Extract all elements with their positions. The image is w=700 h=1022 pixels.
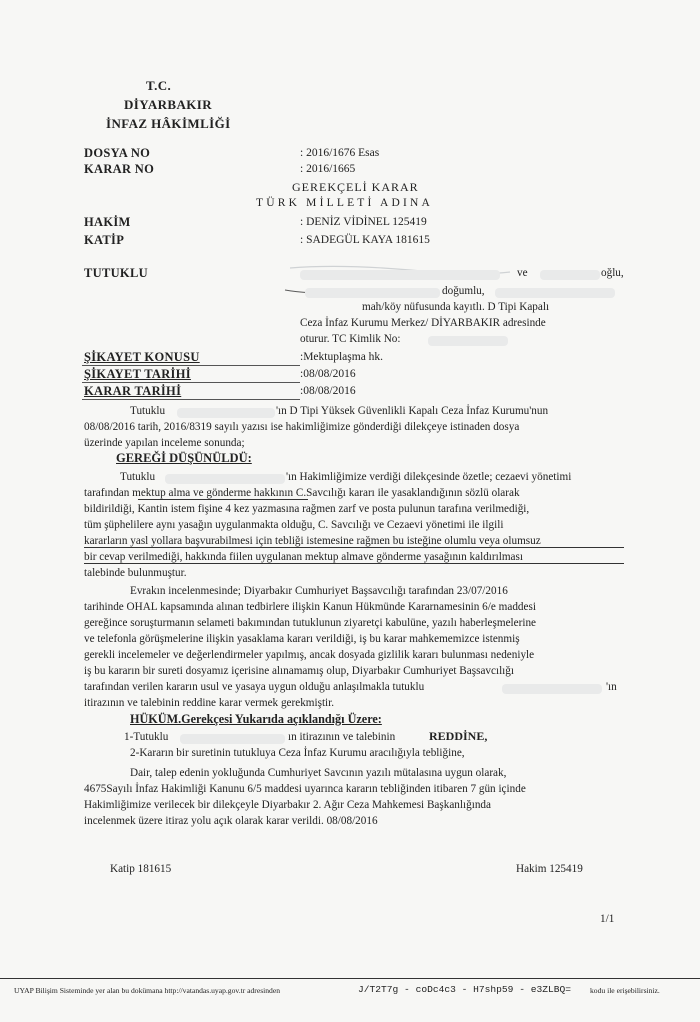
hukum-p-line1: Dair, talep edenin yokluğunda Cumhuriyet Savcının yazılı mütalasına uygun olarak,	[130, 767, 507, 779]
document-subtitle: TÜRK MİLLETİ ADINA	[256, 197, 434, 209]
hukum-p-line4: incelenmek üzere itiraz yolu açık olarak karar verildi. 08/08/2016	[84, 815, 378, 827]
redacted-name	[165, 474, 285, 484]
p2-line2: tarihinde OHAL kapsamında alınan tedbirlere ilişkin Kanun Hükmünde Kararnamesinin 6/e maddesi	[84, 601, 536, 613]
hukum-item1b: ın itirazının ve talebinin	[288, 731, 396, 743]
katip-label: KATİP	[84, 233, 125, 247]
p1-line6: bir cevap verilmediği, hakkında fiilen uygulanan mektup almave gönderme yasağının kaldırılması	[84, 551, 523, 563]
hukum-p-line3: Hakimliğimize verilecek bir dilekçeyle Diyarbakır 2. Ağır Ceza Mahkemesi Başkanlığında	[84, 799, 491, 811]
p2-line7b: 'ın	[606, 681, 617, 693]
tutuklu-ve: ve	[517, 267, 528, 279]
divider	[82, 365, 300, 366]
hakim-label: HAKİM	[84, 215, 131, 229]
p1-line5: kararların yasl yollara başvurabilmesi için tebliği istemesine rağmen bu isteğine olumlu veya olumsuz	[84, 535, 541, 547]
intro-line1a: Tutuklu	[130, 405, 166, 417]
intro-line3: üzerinde yapılan inceleme sonunda;	[84, 437, 245, 449]
katip-value: : SADEGÜL KAYA 181615	[300, 234, 430, 246]
handwritten-underline	[84, 563, 624, 564]
footer-code: J/T2T7g - coDc4c3 - H7shp59 - e3ZLBQ=	[358, 984, 572, 995]
p1-line1a: Tutuklu	[120, 471, 156, 483]
dosya-no-value: : 2016/1676 Esas	[300, 147, 380, 159]
hakim-signature: Hakim 125419	[516, 863, 583, 875]
header-court: İNFAZ HÂKİMLİĞİ	[106, 116, 231, 131]
page-number: 1/1	[600, 913, 615, 925]
dosya-no-label: DOSYA NO	[84, 146, 151, 160]
p1-line1b: 'ın Hakimliğimize verdiği dilekçesinde özetle; cezaevi yönetimi	[286, 471, 572, 483]
header-tc: T.C.	[146, 78, 172, 93]
sikayet-tarihi-label: ŞİKAYET TARİHİ	[84, 367, 191, 381]
p1-line4: tüm şüphelilere aynı yasağın uygulanmakta olduğu, C. Savcılığı ve Cezaevi yönetimi ile ilgili	[84, 519, 504, 531]
p2-line1: Evrakın incelenmesinde; Diyarbakır Cumhuriyet Başsavcılığı tarafından 23/07/2016	[130, 585, 508, 597]
hukum-item2: 2-Kararın bir suretinin tutukluya Ceza İnfaz Kurumu aracılığıyla tebliğine,	[130, 747, 465, 759]
hukum-heading: HÜKÜM.Gerekçesi Yukarıda açıklandığı Üzere:	[130, 712, 382, 726]
redacted-name	[180, 734, 285, 744]
p1-line7: talebinde bulunmuştur.	[84, 567, 187, 579]
p2-line8: itirazının ve talebinin reddine karar vermek gerekmiştir.	[84, 697, 335, 709]
header-city: DİYARBAKIR	[124, 97, 213, 112]
tutuklu-line3: mah/köy nüfusunda kayıtlı. D Tipi Kapalı	[362, 301, 550, 313]
p2-line4: ve telefonla görüşmelerine ilişkin yasaklama kararı verildiği, iş bu karar mahkememizce istenmiş	[84, 633, 520, 645]
redacted-birth	[305, 288, 440, 298]
p2-line6: iş bu kararın bir sureti dosyamız içerisine alınamamış olup, Diyarbakır Cumhuriyet Başsavcılığı	[84, 665, 514, 677]
tutuklu-dogumlu: doğumlu,	[442, 285, 485, 297]
redacted-father	[540, 270, 600, 280]
tutuklu-line5: oturur. TC Kimlik No:	[300, 333, 401, 345]
p2-line7: tarafından verilen kararın usul ve yasaya uygun olduğu anlaşılmakla tutuklu	[84, 681, 425, 693]
karar-tarihi-label: KARAR TARİHİ	[84, 384, 182, 398]
handwritten-underline	[84, 547, 624, 548]
p1-line2: tarafından mektup alma ve gönderme hakkının C.Savcılığı kararı ile yasaklandığının sözlü olarak	[84, 487, 520, 499]
document-title: GEREKÇELİ KARAR	[292, 180, 419, 194]
hakim-value: : DENİZ VİDİNEL 125419	[300, 216, 427, 228]
redacted-place	[495, 288, 615, 298]
sikayet-tarihi-value: :08/08/2016	[300, 368, 356, 380]
redacted-name	[300, 270, 500, 280]
divider	[82, 382, 300, 383]
intro-line1b: 'ın D Tipi Yüksek Güvenlikli Kapalı Ceza İnfaz Kurumu'nun	[276, 405, 549, 417]
tutuklu-oglu: oğlu,	[601, 267, 624, 279]
footer-text: UYAP Bilişim Sisteminde yer alan bu dokümana http://vatandas.uyap.gov.tr adresinden	[14, 986, 281, 995]
divider	[82, 399, 300, 400]
p1-line3: bildirildiği, Kantin istem fişine 4 kez yazmasına rağmen zarf ve posta pulunun tarafına verilmediği,	[84, 503, 530, 515]
geregi-heading: GEREĞİ DÜŞÜNÜLDÜ:	[116, 451, 252, 465]
redacted-tc-no	[428, 336, 508, 346]
karar-tarihi-value: :08/08/2016	[300, 385, 356, 397]
redacted-name	[177, 408, 275, 418]
redacted-name	[502, 684, 602, 694]
hukum-reddine: REDDİNE,	[429, 729, 488, 743]
katip-signature: Katip 181615	[110, 863, 172, 875]
intro-line2: 08/08/2016 tarih, 2016/8319 sayılı yazısı ise hakimliğimize gönderdiği dilekçeye istinaden dosya	[84, 421, 520, 433]
footer-text2: kodu ile erişebilirsiniz.	[590, 986, 660, 995]
footer-divider	[0, 978, 700, 979]
karar-no-label: KARAR NO	[84, 162, 155, 176]
hukum-p-line2: 4675Sayılı İnfaz Hakimliği Kanunu 6/5 maddesi uyarınca kararın tebliğinden itibaren 7 gün içinde	[84, 783, 526, 795]
hukum-item1a: 1-Tutuklu	[124, 731, 169, 743]
sikayet-konusu-value: :Mektuplaşma hk.	[300, 351, 384, 363]
karar-no-value: : 2016/1665	[300, 163, 356, 175]
p2-line5: gerekli incelemeler ve değerlendirmeler yapılmış, ancak dosyada gizlilik kararı bulunması nedeniyle	[84, 649, 535, 661]
tutuklu-label: TUTUKLU	[84, 266, 148, 280]
handwritten-underline	[138, 499, 308, 500]
p2-line3: gereğince soruşturmanın selameti bakımından tutuklunun ziyaretçi kabulüne, yazılı haberleşmelerine	[84, 617, 537, 629]
sikayet-konusu-label: ŞİKAYET KONUSU	[84, 350, 200, 364]
tutuklu-line4: Ceza İnfaz Kurumu Merkez/ DİYARBAKIR adresinde	[300, 317, 546, 329]
